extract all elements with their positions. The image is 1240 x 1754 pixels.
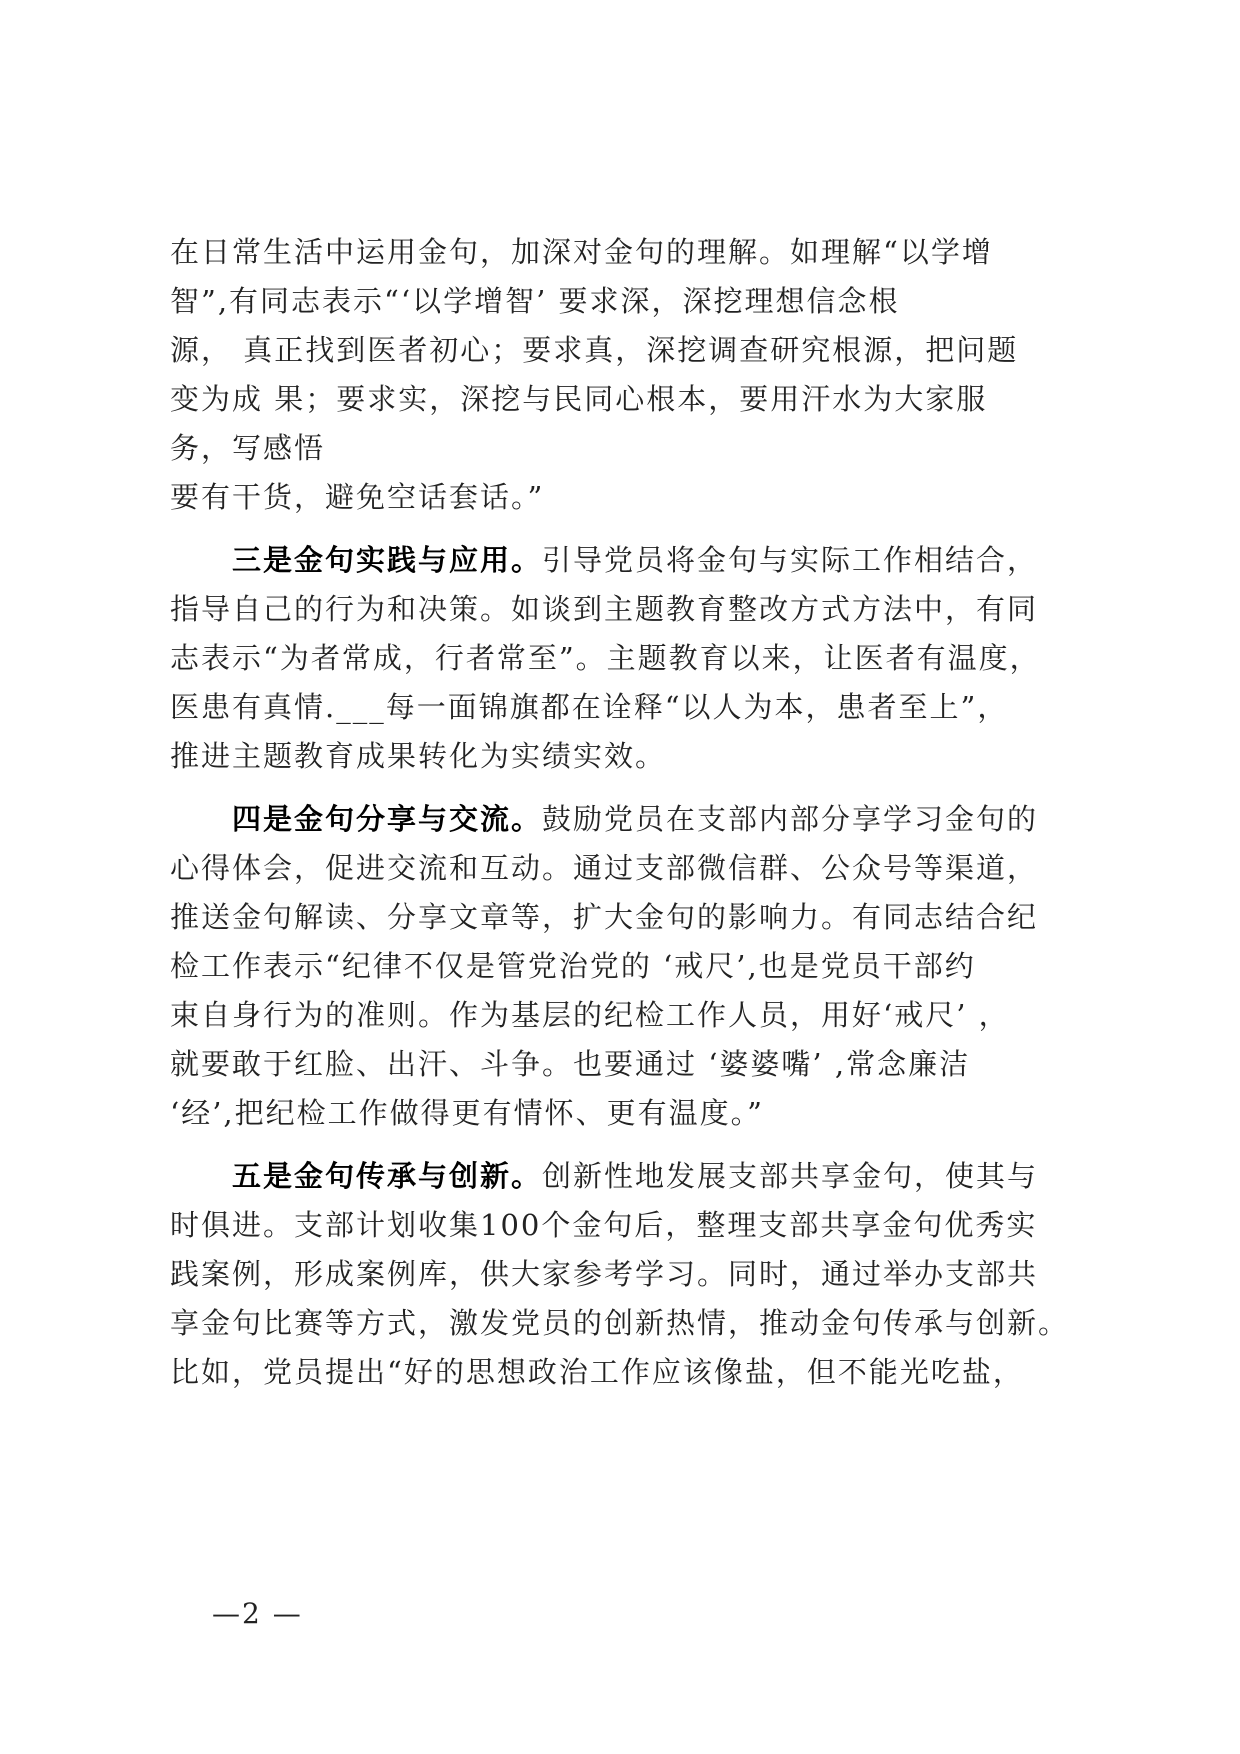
paragraph-1 [170,228,1090,522]
paragraph-heading: 四是金句分享与交流。 [232,802,543,836]
text-line: 检工作表示“纪律不仅是管党治党的 ‘戒尺’,也是党员干部约 [170,949,976,983]
text-run: 创新性地发展支部共享金句，使其与 [542,1159,1039,1193]
text-line: 践案例，形成案例库，供大家参考学习。同时，通过举办支部共 [170,1257,1039,1291]
text-line: 医患有真情.___每一面锦旗都在诠释“以人为本，患者至上”， [170,690,1009,724]
text-line: 享金句比赛等方式，激发党员的创新热情，推动金句传承与创新。 [170,1306,1070,1340]
paragraph-heading: 五是金句传承与创新。 [232,1159,543,1193]
text-line: 束自身行为的准则。作为基层的纪检工作人员，用好‘戒尺’ ， [170,998,1010,1032]
text-line: 心得体会，促进交流和互动。通过支部微信群、公众号等渠道， [170,851,1039,885]
paragraph-2 [170,536,1090,781]
text-line: 要有干货，避免空话套话。” [170,480,545,514]
paragraph-first-line [170,1152,1090,1201]
text-line: 推进主题教育成果转化为实绩实效。 [170,739,667,773]
text-line: 比如，党员提出“好的思想政治工作应该像盐，但不能光吃盐， [170,1355,1024,1389]
text-line: 智”,有同志表示“‘以学增智’ 要求深，深挖理想信念根 [170,284,900,318]
text-line: 在日常生活中运用金句，加深对金句的理解。如理解“以学增 [170,235,993,269]
paragraph-spacer [170,781,1090,795]
paragraph-spacer [170,522,1090,536]
text-line: 务，写感悟 [170,431,326,465]
paragraph-3 [170,795,1090,1138]
paragraph-first-line [170,795,1090,844]
text-line: 源， 真正找到医者初心；要求真，深挖调查研究根源，把问题 [170,333,1019,367]
text-run: 鼓励党员在支部内部分享学习金句的 [542,802,1039,836]
text-line: ‘经’,把纪检工作做得更有情怀、更有温度。” [170,1096,764,1130]
text-line: 时俱进。支部计划收集100个金句后，整理支部共享金句优秀实 [170,1208,1038,1242]
text-line: 变为成 果；要求实，深挖与民同心根本，要用汗水为大家服 [170,382,988,416]
text-line: 指导自己的行为和决策。如谈到主题教育整改方式方法中，有同 [170,592,1039,626]
text-line: 就要敢于红脸、出汗、斗争。也要通过 ‘婆婆嘴’ ,常念廉洁 [170,1047,971,1081]
paragraph-spacer [170,1138,1090,1152]
document-body [170,228,1090,1397]
text-line: 推送金句解读、分享文章等，扩大金句的影响力。有同志结合纪 [170,900,1039,934]
text-run: 引导党员将金句与实际工作相结合， [542,543,1039,577]
text-line: 志表示“为者常成，行者常至”。主题教育以来，让医者有温度， [170,641,1041,675]
paragraph-4 [170,1152,1090,1397]
paragraph-heading: 三是金句实践与应用。 [232,543,543,577]
paragraph-first-line [170,536,1090,585]
page-number: —2 — [212,1597,303,1630]
